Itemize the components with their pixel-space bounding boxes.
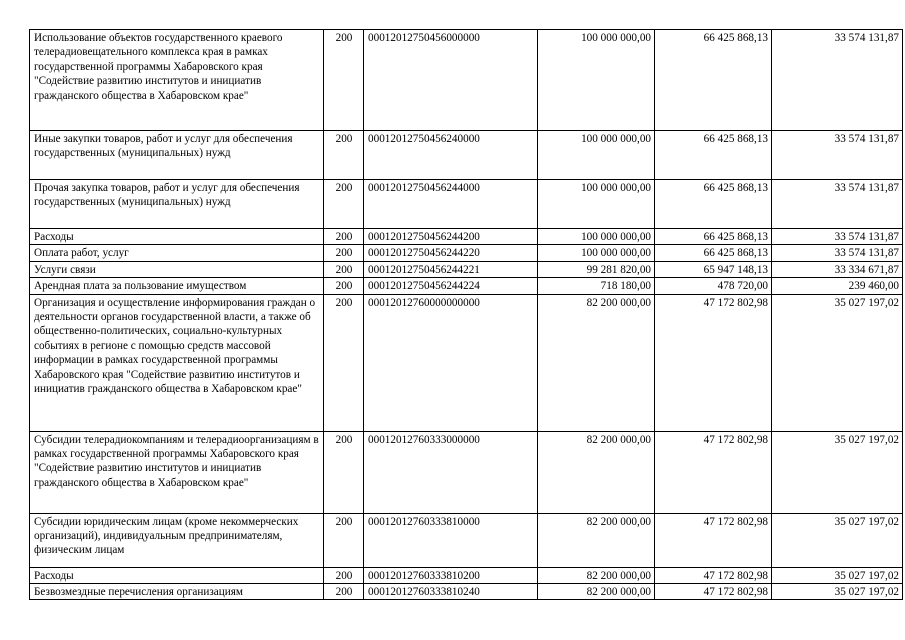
- row-name: Субсидии телерадиокомпаниям и телерадиоорганизациям в рамках государственной программы Хабаровского края "Содействие развитию институтов и инициатив гражданского общества в Хабаровском крае": [30, 431, 324, 513]
- row-approved: 82 200 000,00: [538, 431, 655, 513]
- row-remaining: 33 334 671,87: [772, 261, 903, 277]
- row-remaining: 33 574 131,87: [772, 30, 903, 131]
- row-remaining: 35 027 197,02: [772, 513, 903, 567]
- table-row: [30, 567, 903, 583]
- row-name: Арендная плата за пользование имуществом: [30, 278, 324, 294]
- row-remaining: 33 574 131,87: [772, 180, 903, 229]
- row-executed: 66 425 868,13: [655, 30, 772, 131]
- row-kbk: 00012012760333810200: [364, 567, 538, 583]
- row-remaining: 239 460,00: [772, 278, 903, 294]
- table-row: [30, 30, 903, 131]
- table-row: [30, 245, 903, 261]
- table-row: [30, 278, 903, 294]
- row-name: Организация и осуществление информирования граждан о деятельности органов государственной власти, а также об общественно-политических, социально-культурных событиях в регионе с помощью средств массовой информации в рамках государственной программы Хабаровского края "Содействие развитию институтов и инициатив гражданского общества в Хабаровском крае": [30, 294, 324, 431]
- row-approved: 82 200 000,00: [538, 567, 655, 583]
- row-executed: 66 425 868,13: [655, 180, 772, 229]
- row-approved: 99 281 820,00: [538, 261, 655, 277]
- row-kbk: 00012012750456244000: [364, 180, 538, 229]
- row-name: Прочая закупка товаров, работ и услуг для обеспечения государственных (муниципальных) нужд: [30, 180, 324, 229]
- row-kbk: 00012012750456240000: [364, 131, 538, 180]
- row-code: 200: [324, 513, 364, 567]
- row-code: 200: [324, 261, 364, 277]
- row-code: 200: [324, 584, 364, 600]
- row-code: 200: [324, 278, 364, 294]
- row-executed: 478 720,00: [655, 278, 772, 294]
- row-remaining: 35 027 197,02: [772, 584, 903, 600]
- row-code: 200: [324, 180, 364, 229]
- row-code: 200: [324, 229, 364, 245]
- row-code: 200: [324, 245, 364, 261]
- row-remaining: 33 574 131,87: [772, 245, 903, 261]
- row-remaining: 33 574 131,87: [772, 131, 903, 180]
- row-name: Расходы: [30, 229, 324, 245]
- row-executed: 47 172 802,98: [655, 584, 772, 600]
- table-row: [30, 513, 903, 567]
- row-executed: 47 172 802,98: [655, 294, 772, 431]
- table-row: [30, 229, 903, 245]
- row-approved: 100 000 000,00: [538, 229, 655, 245]
- row-remaining: 35 027 197,02: [772, 431, 903, 513]
- row-kbk: 00012012760333000000: [364, 431, 538, 513]
- row-executed: 47 172 802,98: [655, 513, 772, 567]
- row-approved: 82 200 000,00: [538, 584, 655, 600]
- row-code: 200: [324, 431, 364, 513]
- row-executed: 66 425 868,13: [655, 229, 772, 245]
- row-code: 200: [324, 131, 364, 180]
- row-executed: 47 172 802,98: [655, 431, 772, 513]
- row-executed: 66 425 868,13: [655, 245, 772, 261]
- row-kbk: 00012012760333810240: [364, 584, 538, 600]
- row-kbk: 00012012750456244220: [364, 245, 538, 261]
- row-approved: 100 000 000,00: [538, 245, 655, 261]
- row-code: 200: [324, 30, 364, 131]
- table-row: [30, 261, 903, 277]
- row-kbk: 00012012760000000000: [364, 294, 538, 431]
- table-row: [30, 431, 903, 513]
- table-row: [30, 131, 903, 180]
- row-executed: 47 172 802,98: [655, 567, 772, 583]
- row-kbk: 00012012750456244200: [364, 229, 538, 245]
- row-name: Субсидии юридическим лицам (кроме некоммерческих организаций), индивидуальным предпринимателям, физическим лицам: [30, 513, 324, 567]
- row-name: Оплата работ, услуг: [30, 245, 324, 261]
- budget-table: [29, 29, 903, 600]
- row-approved: 100 000 000,00: [538, 180, 655, 229]
- row-name: Расходы: [30, 567, 324, 583]
- row-name: Иные закупки товаров, работ и услуг для обеспечения государственных (муниципальных) нужд: [30, 131, 324, 180]
- row-code: 200: [324, 567, 364, 583]
- row-kbk: 00012012750456244224: [364, 278, 538, 294]
- row-approved: 82 200 000,00: [538, 513, 655, 567]
- row-approved: 718 180,00: [538, 278, 655, 294]
- row-name: Использование объектов государственного краевого телерадиовещательного комплекса края в рамках государственной программы Хабаровского края "Содействие развитию институтов и инициатив гражданского общества в Хабаровском крае": [30, 30, 324, 131]
- row-executed: 66 425 868,13: [655, 131, 772, 180]
- row-name: Безвозмездные перечисления организациям: [30, 584, 324, 600]
- row-remaining: 35 027 197,02: [772, 567, 903, 583]
- row-executed: 65 947 148,13: [655, 261, 772, 277]
- row-kbk: 00012012750456000000: [364, 30, 538, 131]
- table-row: [30, 180, 903, 229]
- row-approved: 100 000 000,00: [538, 131, 655, 180]
- row-approved: 100 000 000,00: [538, 30, 655, 131]
- row-code: 200: [324, 294, 364, 431]
- table-row: [30, 294, 903, 431]
- row-name: Услуги связи: [30, 261, 324, 277]
- row-approved: 82 200 000,00: [538, 294, 655, 431]
- table-row: [30, 584, 903, 600]
- row-kbk: 00012012760333810000: [364, 513, 538, 567]
- row-kbk: 00012012750456244221: [364, 261, 538, 277]
- row-remaining: 33 574 131,87: [772, 229, 903, 245]
- row-remaining: 35 027 197,02: [772, 294, 903, 431]
